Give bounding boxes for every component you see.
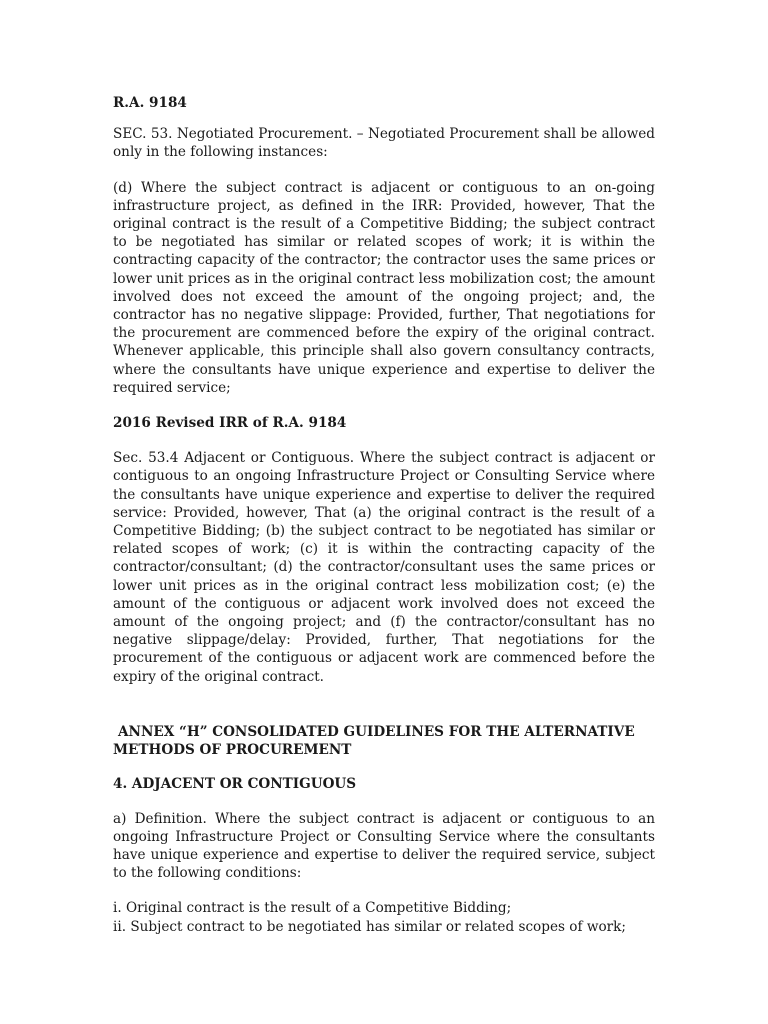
ra-heading: R.A. 9184 bbox=[113, 95, 187, 111]
condition-item-1: i. Original contract is the result of a Competitive Bidding; bbox=[113, 900, 512, 917]
condition-item-2: ii. Subject contract to be negotiated has similar or related scopes of work; bbox=[113, 918, 626, 935]
irr-heading: 2016 Revised IRR of R.A. 9184 bbox=[113, 415, 347, 432]
item4-heading: 4. ADJACENT OR CONTIGUOUS bbox=[113, 776, 357, 793]
sec53-d-paragraph: (d) Where the subject contract is adjacent or contiguous to an on-going infrastructure project, as defined in the IRR: Provided, however, That the original contract is the result of a Competitive Bidding; the subject contract to be negotiated has similar or related scopes of work; it is within the contracting capacity of the contractor; the contractor uses the same prices or lower unit prices as in the original contract less mobilization cost; the amount involved does not exceed the amount of the ongoing project; and, the contractor has no negative slippage: Provided, further, That negotiations for the procurement are commenced before the expiry of the original contract. Whenever applicable, this principle shall also govern consultancy contracts, where the consultants have unique experience and expertise to deliver the required service; bbox=[113, 179, 655, 396]
annex-heading: ANNEX “H” CONSOLIDATED GUIDELINES FOR THE ALTERNATIVE METHODS OF PROCUREMENT bbox=[113, 723, 635, 759]
sec53-intro-paragraph: SEC. 53. Negotiated Procurement. – Negotiated Procurement shall be allowed only in the following instances: bbox=[113, 126, 655, 161]
definition-paragraph: a) Definition. Where the subject contract is adjacent or contiguous to an ongoing Infrastructure Project or Consulting Service where the consultants have unique experience and expertise to deliver the required service, subject to the following conditions: bbox=[113, 810, 655, 882]
sec534-paragraph: Sec. 53.4 Adjacent or Contiguous. Where the subject contract is adjacent or contiguous to an ongoing Infrastructure Project or Consulting Service where the consultants have unique experience and expertise to deliver the required service: Provided, however, That (a) the original contract is the result of a Competitive Bidding; (b) the subject contract to be negotiated has similar or related scopes of work; (c) it is within the contracting capacity of the contractor/consultant; (d) the contractor/consultant uses the same prices or lower unit prices as in the original contract less mobilization cost; (e) the amount of the contiguous or adjacent work involved does not exceed the amount of the ongoing project; and (f) the contractor/consultant has no negative slippage/delay: Provided, further, That negotiations for the procurement of the contiguous or adjacent work are commenced before the expiry of the original contract. bbox=[113, 450, 655, 685]
